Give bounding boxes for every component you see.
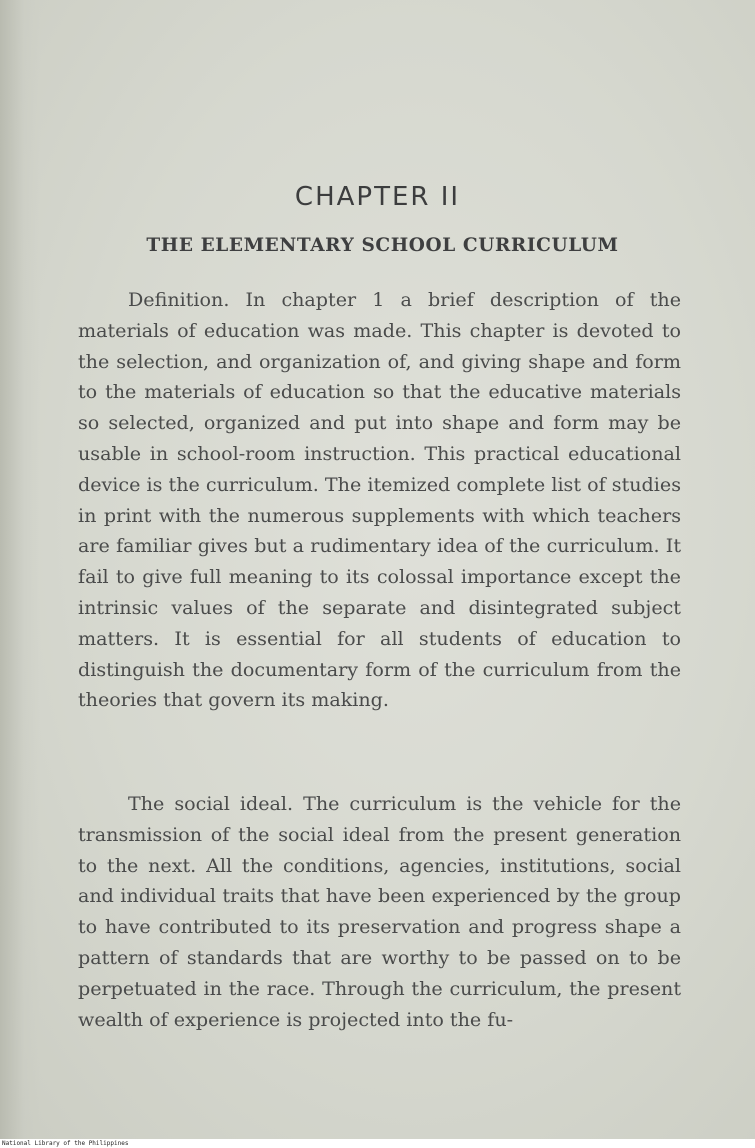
paragraph-social-ideal: The social ideal. The curriculum is the vehicle for the transmission of the social ideal from the present generation to the next. All the conditions, agencies, institutions, social and individual traits that have been experienced by the group to have contributed to its preservation and progress shape a pattern of standards that are worthy to be passed on to be perpetuated in the race. Through the curriculum, the present wealth of experience is projected into the fu- <box>78 792 681 1031</box>
chapter-title: CHAPTER II <box>294 182 461 212</box>
footer-credit: National Library of the Philippines <box>0 1139 755 1148</box>
chapter-subtitle: THE ELEMENTARY SCHOOL CURRICULUM <box>146 235 619 256</box>
paragraph-definition: Definition. In chapter 1 a brief description of the materials of education was made. This chapter is devoted to the selection, and organization of, and giving shape and form to the materials of education so that the educative materials so selected, organized and put into shape and form may be usable in school-room instruction. This practical educational device is the curriculum. The itemized complete list of studies in print with the numerous supplements with which teachers are familiar gives but a rudimentary idea of the curriculum. It fail to give full meaning to its colossal importance except the intrinsic values of the separate and disintegrated subject matters. It is essential for all students of education to distinguish the documentary form of the curriculum from the theories that govern its making. <box>78 288 681 712</box>
spine-shadow <box>0 0 40 1140</box>
